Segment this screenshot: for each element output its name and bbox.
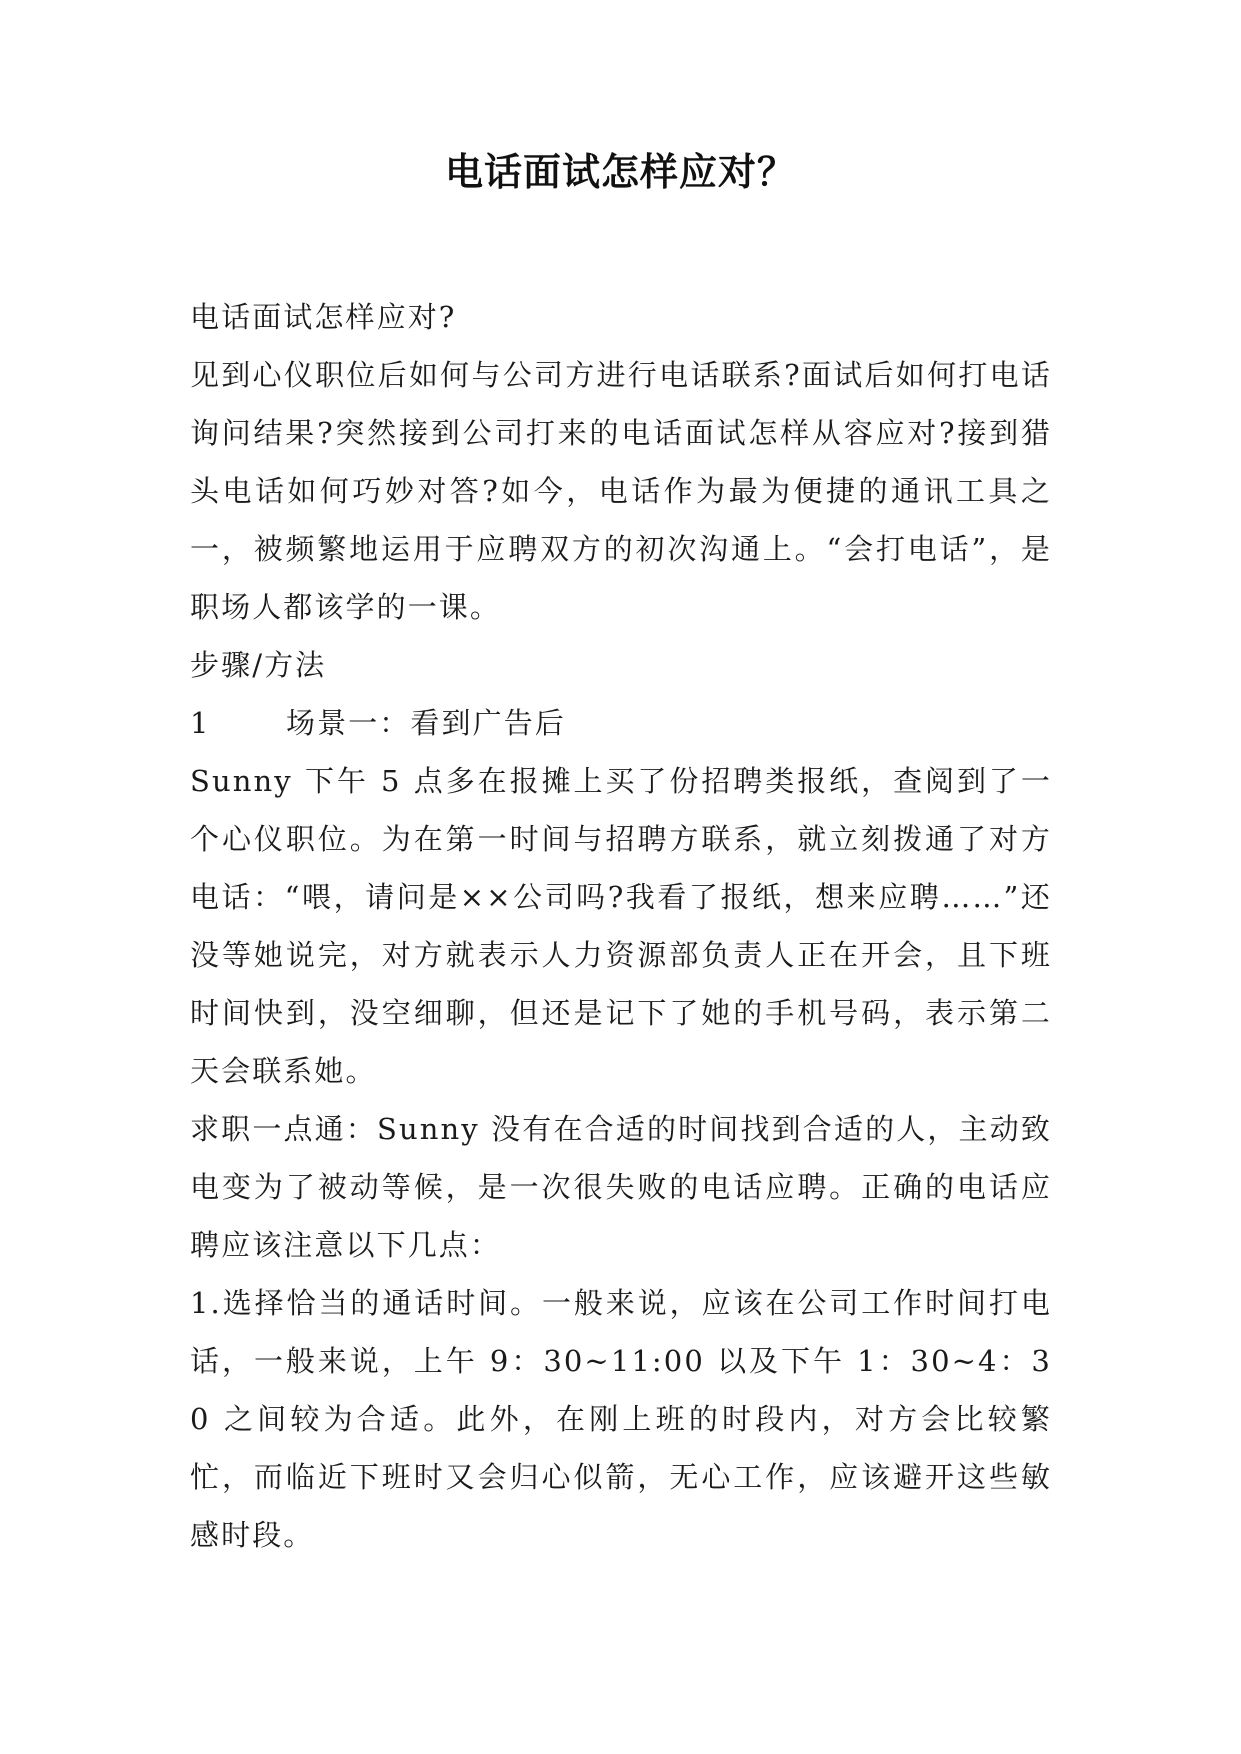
point-one-paragraph: 1.选择恰当的通话时间。一般来说，应该在公司工作时间打电话，一般来说，上午 9：30~11:00 以及下午 1：30~4：30 之间较为合适。此外，在刚上班的时段内，对方会比较繁忙，而临近下班时又会归心似箭，无心工作，应该避开这些敏感时段。 <box>190 1286 1052 1552</box>
steps-heading: 步骤/方法 <box>190 648 327 682</box>
document-body <box>190 288 1052 1564</box>
scenario-paragraph: Sunny 下午 5 点多在报摊上买了份招聘类报纸，查阅到了一个心仪职位。为在第一时间与招聘方联系，就立刻拨通了对方电话：“喂，请问是××公司吗?我看了报纸，想来应聘……”还没等她说完，对方就表示人力资源部负责人正在开会，且下班时间快到，没空细聊，但还是记下了她的手机号码，表示第二天会联系她。 <box>190 764 1052 1088</box>
step-number: 1 <box>190 706 211 740</box>
subtitle-paragraph: 电话面试怎样应对? <box>190 300 457 334</box>
tip-paragraph: 求职一点通：Sunny 没有在合适的时间找到合适的人，主动致电变为了被动等候，是一次很失败的电话应聘。正确的电话应聘应该注意以下几点： <box>190 1112 1052 1262</box>
document-title: 电话面试怎样应对？ <box>444 149 796 194</box>
step-line <box>190 694 1052 752</box>
intro-paragraph: 见到心仪职位后如何与公司方进行电话联系?面试后如何打电话询问结果?突然接到公司打来的电话面试怎样从容应对?接到猎头电话如何巧妙对答?如今，电话作为最为便捷的通讯工具之一，被频繁地运用于应聘双方的初次沟通上。“会打电话”，是职场人都该学的一课。 <box>190 358 1052 624</box>
step-text: 场景一：看到广告后 <box>286 706 566 740</box>
